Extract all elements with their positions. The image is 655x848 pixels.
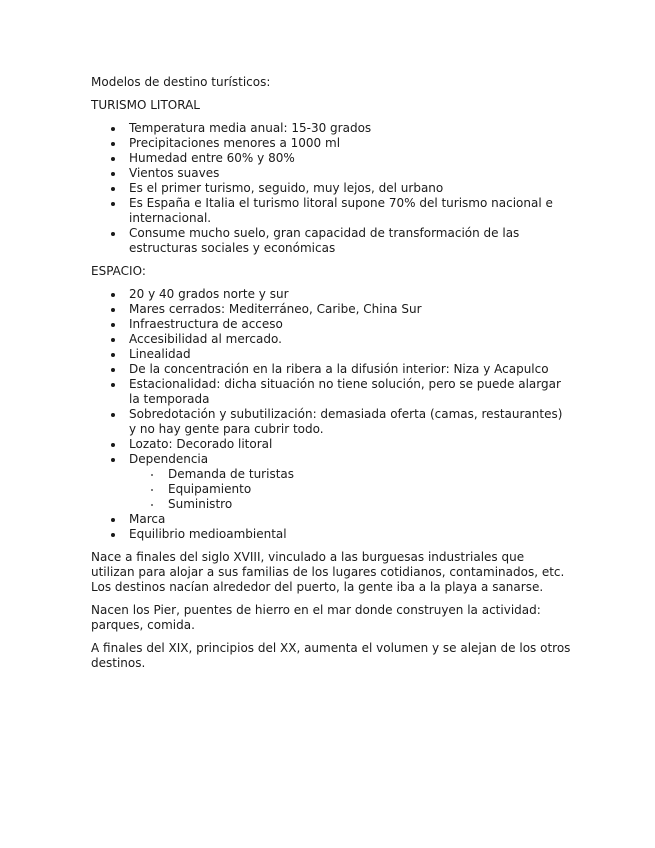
sub-list-item: Equipamiento bbox=[129, 482, 571, 497]
list-item: Precipitaciones menores a 1000 ml bbox=[91, 136, 571, 151]
bullet-icon bbox=[111, 142, 115, 146]
bullet-icon bbox=[111, 308, 115, 312]
bullet-icon bbox=[111, 458, 115, 462]
list-item: 20 y 40 grados norte y sur bbox=[91, 287, 571, 302]
list-item: Accesibilidad al mercado. bbox=[91, 332, 571, 347]
list-item: Equilibrio medioambiental bbox=[91, 527, 571, 542]
small-bullet-icon bbox=[151, 474, 153, 476]
small-bullet-icon bbox=[151, 489, 153, 491]
sub-list-item: Suministro bbox=[129, 497, 571, 512]
bullet-icon bbox=[111, 533, 115, 537]
list-item: Marca bbox=[91, 512, 571, 527]
list-item: Mares cerrados: Mediterráneo, Caribe, China Sur bbox=[91, 302, 571, 317]
small-bullet-icon bbox=[151, 504, 153, 506]
list-item: Sobredotación y subutilización: demasiada oferta (camas, restaurantes) y no hay gente para cubrir todo. bbox=[91, 407, 571, 437]
bullet-icon bbox=[111, 232, 115, 236]
bullet-icon bbox=[111, 127, 115, 131]
document-page bbox=[91, 75, 571, 679]
bullet-icon bbox=[111, 518, 115, 522]
list-item: Consume mucho suelo, gran capacidad de transformación de las estructuras sociales y económicas bbox=[91, 226, 571, 256]
list-item: Linealidad bbox=[91, 347, 571, 362]
bullet-icon bbox=[111, 172, 115, 176]
list-item: De la concentración en la ribera a la difusión interior: Niza y Acapulco bbox=[91, 362, 571, 377]
bullet-icon bbox=[111, 353, 115, 357]
list-item: Humedad entre 60% y 80% bbox=[91, 151, 571, 166]
bullet-icon bbox=[111, 323, 115, 327]
bullet-icon bbox=[111, 157, 115, 161]
document-heading: Modelos de destino turísticos: bbox=[91, 75, 271, 89]
paragraph: A finales del XIX, principios del XX, aumenta el volumen y se alejan de los otros destinos. bbox=[91, 641, 571, 670]
list-item: Temperatura media anual: 15-30 grados bbox=[91, 121, 571, 136]
list-item: Vientos suaves bbox=[91, 166, 571, 181]
bullet-icon bbox=[111, 413, 115, 417]
sub-list-item: Demanda de turistas bbox=[129, 467, 571, 482]
section-title-espacio: ESPACIO: bbox=[91, 264, 146, 278]
list-item: Infraestructura de acceso bbox=[91, 317, 571, 332]
bullet-icon bbox=[111, 293, 115, 297]
bullet-icon bbox=[111, 443, 115, 447]
bullet-icon bbox=[111, 338, 115, 342]
espacio-list bbox=[91, 287, 571, 542]
list-item: Es España e Italia el turismo litoral supone 70% del turismo nacional e internacional. bbox=[91, 196, 571, 226]
list-item: Dependencia Demanda de turistas Equipamiento Suministro bbox=[91, 452, 571, 512]
list-item: Lozato: Decorado litoral bbox=[91, 437, 571, 452]
bullet-icon bbox=[111, 383, 115, 387]
turismo-litoral-list bbox=[91, 121, 571, 256]
paragraph: Nace a finales del siglo XVIII, vinculado a las burguesas industriales que utilizan para alojar a sus familias de los lugares cotidianos, contaminados, etc. Los destinos nacían alrededor del puerto, la gente iba a la playa a sanarse. bbox=[91, 550, 565, 594]
list-item: Es el primer turismo, seguido, muy lejos, del urbano bbox=[91, 181, 571, 196]
paragraph: Nacen los Pier, puentes de hierro en el mar donde construyen la actividad: parques, comida. bbox=[91, 603, 541, 632]
dependencia-sublist bbox=[129, 467, 571, 512]
bullet-icon bbox=[111, 187, 115, 191]
bullet-icon bbox=[111, 202, 115, 206]
bullet-icon bbox=[111, 368, 115, 372]
section-title-turismo-litoral: TURISMO LITORAL bbox=[91, 98, 200, 112]
list-item: Estacionalidad: dicha situación no tiene solución, pero se puede alargar la temporada bbox=[91, 377, 571, 407]
